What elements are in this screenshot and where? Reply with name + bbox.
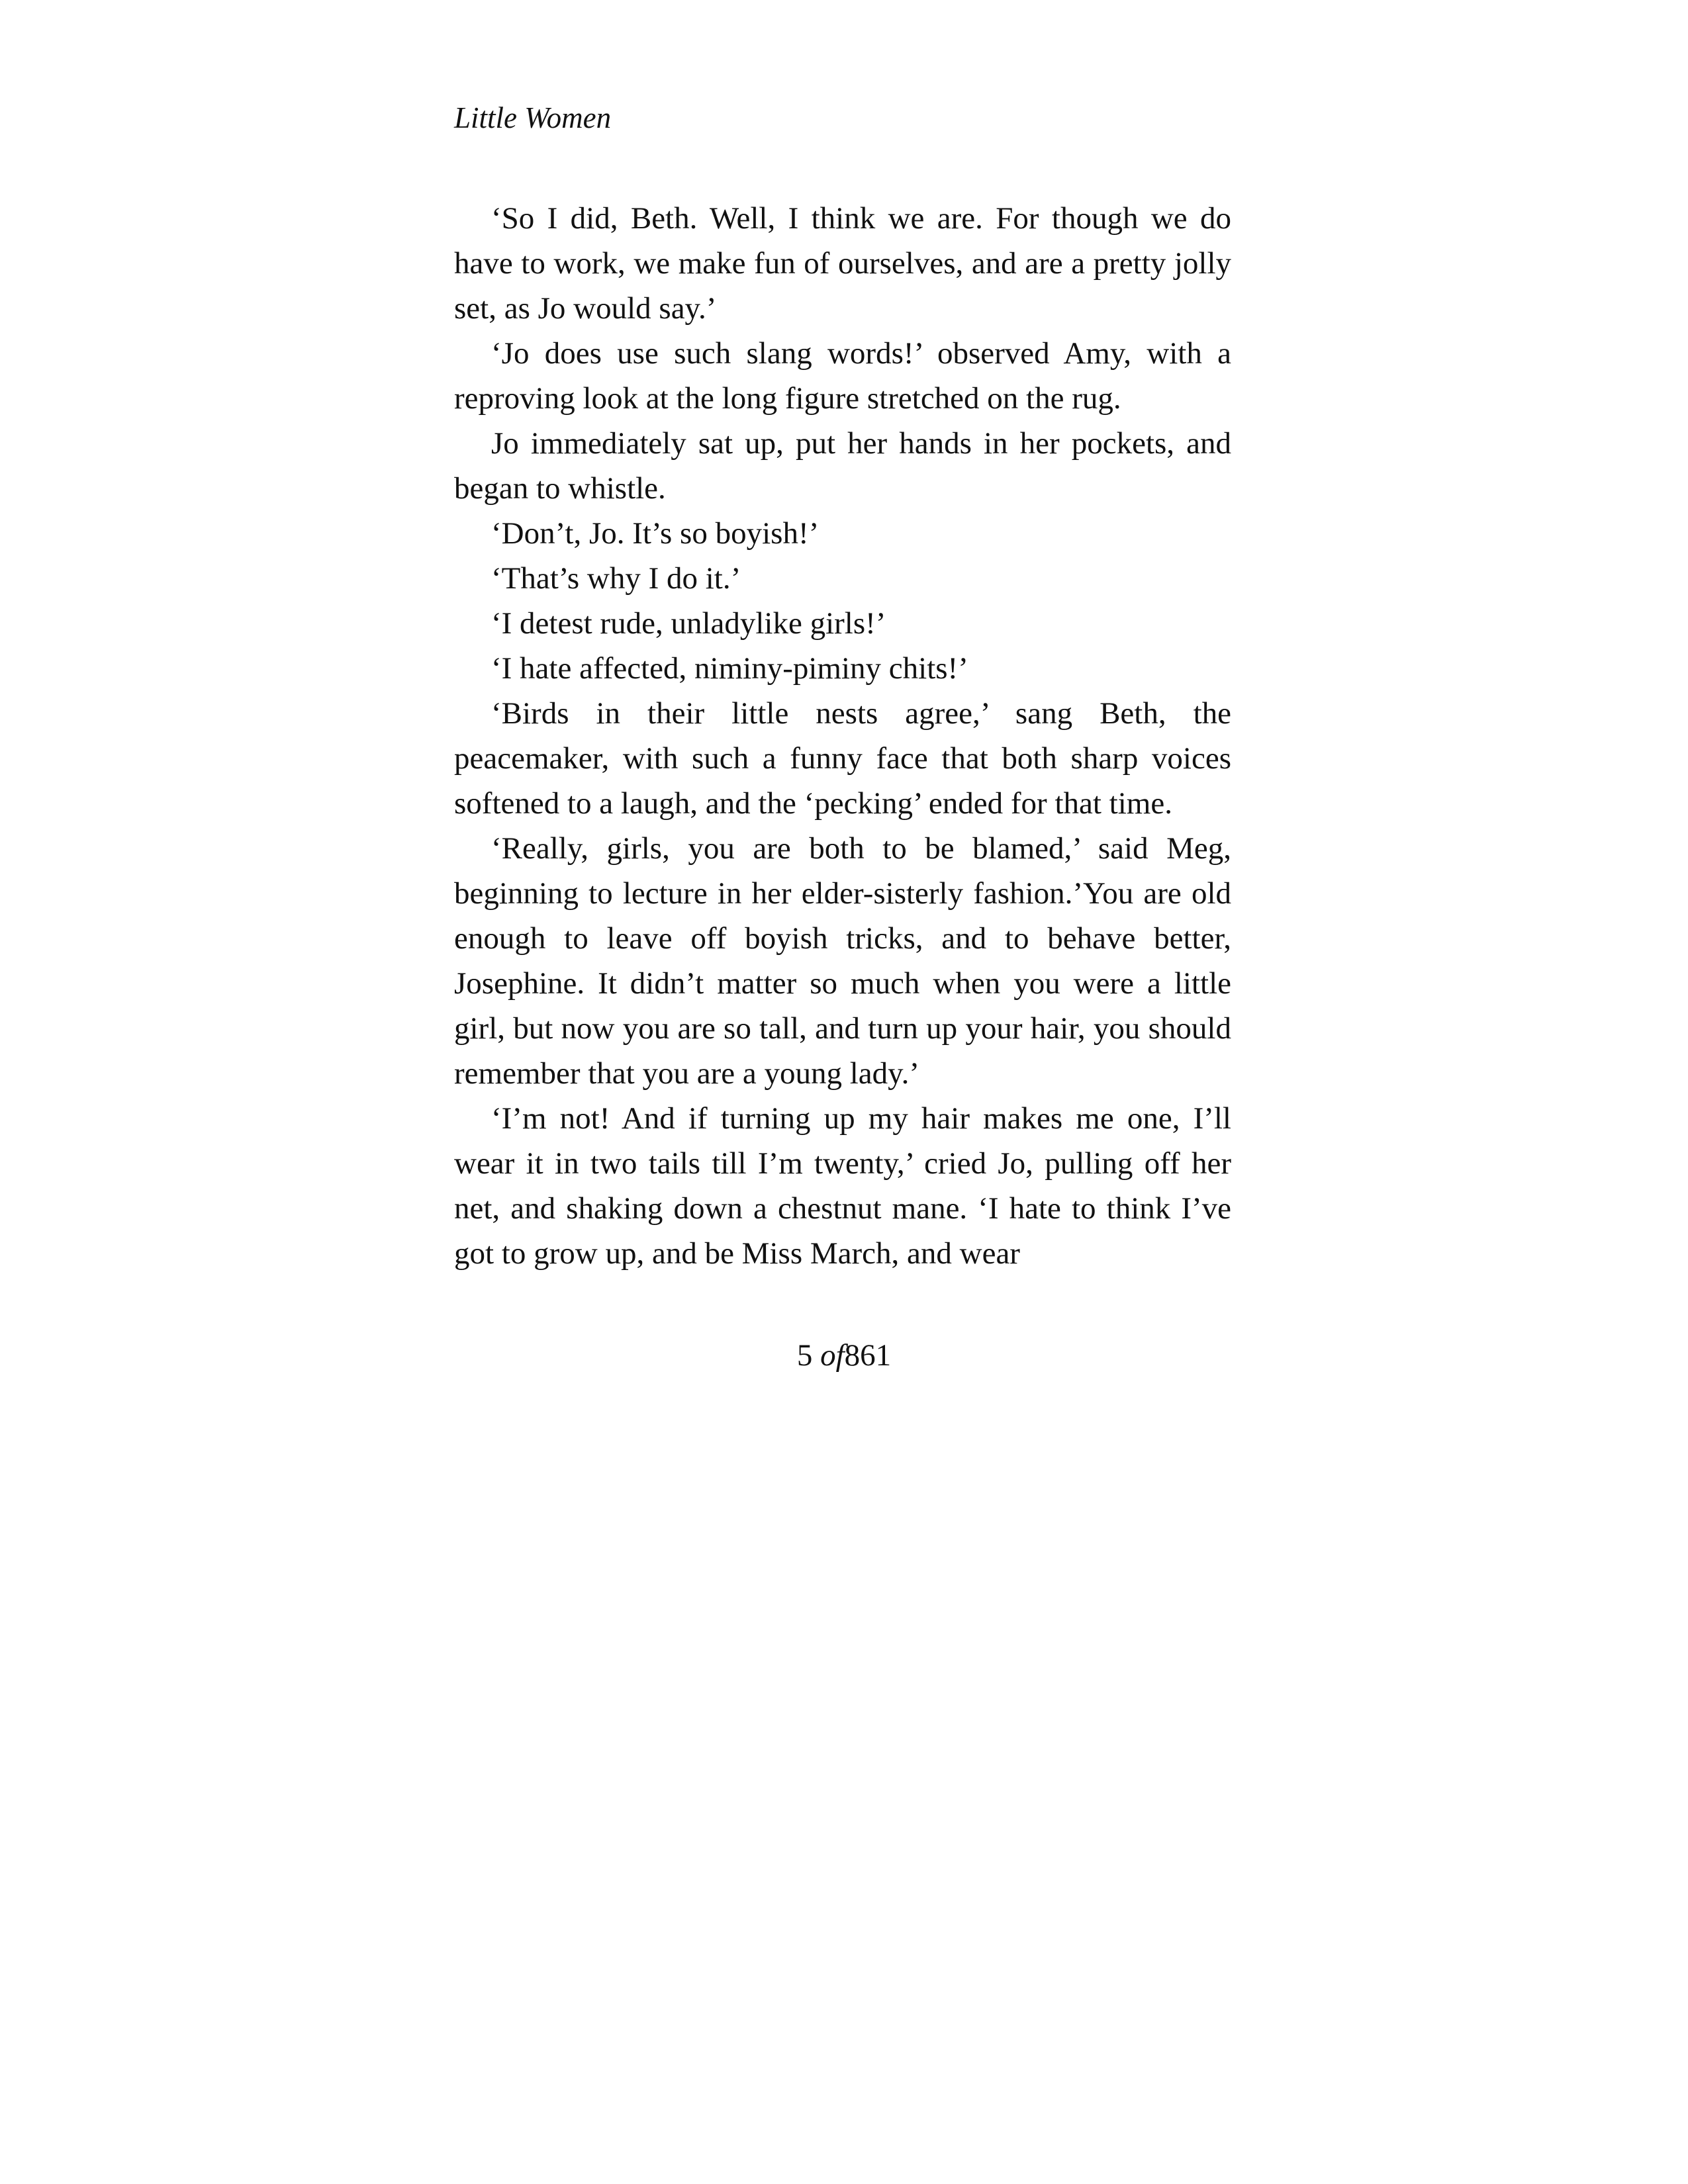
page-number [0,1336,1688,1375]
body-text [454,196,1231,1276]
page-number-current: 5 [796,1338,813,1373]
paragraph: ‘I’m not! And if turning up my hair makes me one, I’ll wear it in two tails till I’m twenty,’ cried Jo, pulling off her net, and shaking down a chestnut mane. ‘I hate to think I’ve got to grow up, and be Miss March, and wear [454,1101,1231,1271]
paragraph: ‘I hate affected, niminy-piminy chits!’ [491,651,968,686]
paragraph: ‘So I did, Beth. Well, I think we are. For though we do have to work, we make fun of ourselves, and are a pretty jolly set, as Jo would say.’ [454,201,1231,326]
paragraph: ‘I detest rude, unladylike girls!’ [491,606,886,641]
paragraph: ‘Birds in their little nests agree,’ sang Beth, the peacemaker, with such a funny face that both sharp voices softened to a laugh, and the ‘pecking’ ended for that time. [454,696,1231,821]
paragraph: ‘That’s why I do it.’ [491,561,741,596]
paragraph: ‘Jo does use such slang words!’ observed Amy, with a reproving look at the long figure stretched on the rug. [454,336,1231,416]
running-head: Little Women [454,101,612,134]
page-number-of: of [820,1338,845,1373]
paragraph: ‘Really, girls, you are both to be blamed,’ said Meg, beginning to lecture in her elder-sisterly fashion.’You are old enough to leave off boyish tricks, and to behave better, Josephine. It didn’t matter so much when you were a little girl, but now you are so tall, and turn up your hair, you should remember that you are a young lady.’ [454,831,1231,1091]
paragraph: ‘Don’t, Jo. It’s so boyish!’ [491,516,820,551]
page-number-total: 861 [844,1338,892,1373]
paragraph: Jo immediately sat up, put her hands in her pockets, and began to whistle. [454,426,1231,506]
